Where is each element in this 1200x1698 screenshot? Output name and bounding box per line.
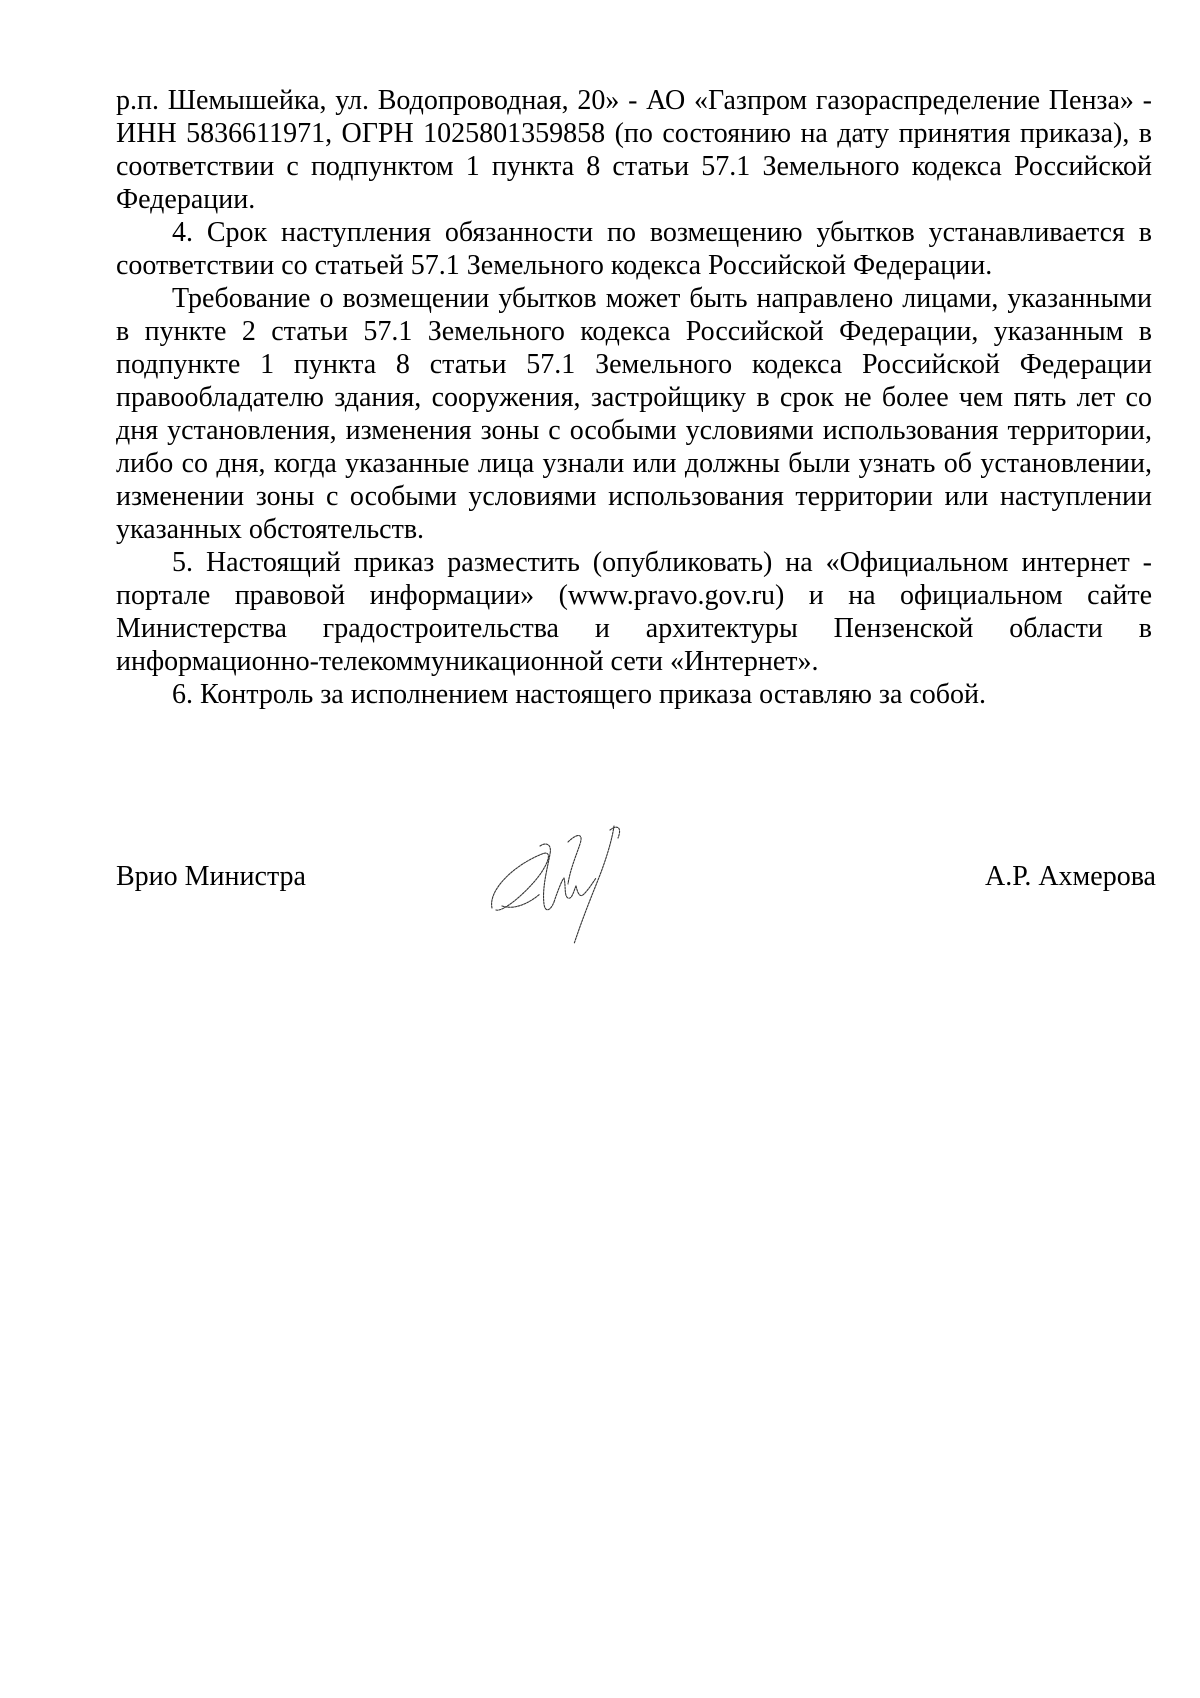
paragraph-item-4: 4. Срок наступления обязанности по возмещению убытков устанавливается в соответствии со статьей 57.1 Земельного кодекса Российской Федерации.	[116, 217, 1152, 281]
handwritten-signature-icon	[484, 820, 644, 950]
signatory-name: А.Р. Ахмерова	[985, 861, 1156, 892]
paragraph-damages-claim: Требование о возмещении убытков может быть направлено лицами, указанными в пункте 2 статьи 57.1 Земельного кодекса Российской Федерации, указанным в подпункте 1 пункта 8 статьи 57.1 Земельного кодекса Российской Федерации правообладателю здания, сооружения, застройщику в срок не более чем пять лет со дня установления, изменения зоны с особыми условиями использования территории, либо со дня, когда указанные лица узнали или должны были узнать об установлении, изменении зоны с особыми условиями использования территории или наступлении указанных обстоятельств.	[116, 283, 1152, 545]
paragraph-item-6: 6. Контроль за исполнением настоящего приказа оставляю за собой.	[172, 679, 987, 710]
paragraph-item-5: 5. Настоящий приказ разместить (опубликовать) на «Официальном интернет - портале правовой информации» (www.pravo.gov.ru) и на официальном сайте Министерства градостроительства и архитектуры Пензенской области в информационно-телекоммуникационной сети «Интернет».	[116, 547, 1152, 677]
signatory-position: Врио Министра	[116, 861, 306, 892]
paragraph-continuation: р.п. Шемышейка, ул. Водопроводная, 20» - АО «Газпром газораспределение Пенза» - ИНН 5836611971, ОГРН 1025801359858 (по состоянию на дату принятия приказа), в соответствии с подпунктом 1 пункта 8 статьи 57.1 Земельного кодекса Российской Федерации.	[116, 85, 1152, 215]
document-body	[116, 84, 1152, 711]
